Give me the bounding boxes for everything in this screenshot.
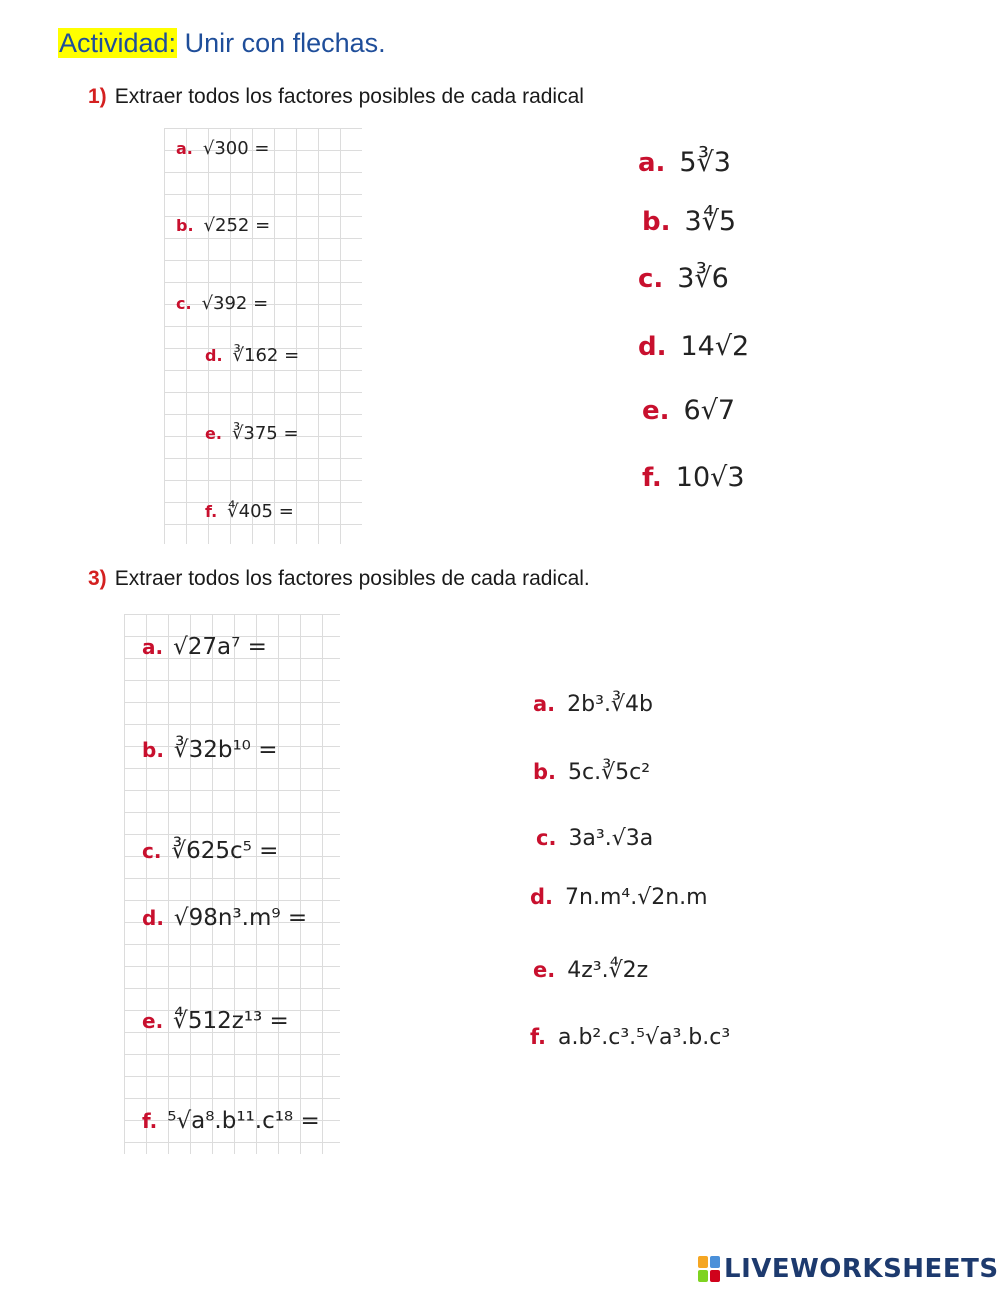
s1-left-item-d (205, 345, 299, 366)
s1-right-item-e[interactable] (642, 395, 735, 426)
s3-left-item-b (142, 737, 277, 763)
s3-right-label: b. (533, 760, 557, 784)
s1-right-label: b. (642, 207, 671, 237)
s3-left-label: b. (142, 738, 164, 762)
title-highlight: Actividad: (59, 28, 177, 58)
s3-left-expression: ∛32b¹⁰ = (173, 737, 278, 763)
page-title (58, 26, 386, 60)
section3-grid (124, 614, 340, 1154)
s3-left-label: e. (142, 1009, 164, 1033)
s1-left-expression: ∜405 = (227, 501, 294, 522)
s3-right-item-e[interactable] (533, 958, 648, 983)
section1-instruction-text: Extraer todos los factores posibles de cada radical (114, 85, 584, 108)
s3-right-item-d[interactable] (530, 885, 708, 910)
section1-grid (164, 128, 362, 544)
s1-right-expression: 6√7 (683, 395, 736, 426)
s3-right-expression: a.b².c³.⁵√a³.b.c³ (557, 1025, 731, 1050)
s1-left-label: a. (176, 139, 193, 158)
s3-left-item-a (142, 634, 267, 660)
s1-left-expression: √300 = (202, 138, 270, 159)
s1-left-expression: √392 = (201, 293, 269, 314)
logo-square-red (710, 1270, 720, 1282)
title-rest: Unir con flechas. (177, 28, 386, 58)
s1-left-item-e (205, 423, 299, 444)
logo-square-blue (710, 1256, 720, 1268)
s1-right-label: a. (638, 148, 666, 178)
s3-left-expression: ∜512z¹³ = (173, 1008, 289, 1034)
section1-number: 1) (88, 85, 107, 108)
s3-right-expression: 7n.m⁴.√2n.m (565, 885, 708, 910)
s1-left-item-c (176, 293, 268, 314)
s1-right-item-a[interactable] (638, 147, 731, 178)
s1-right-item-b[interactable] (642, 206, 736, 237)
s3-left-expression: √98n³.m⁹ = (173, 905, 308, 931)
s1-left-expression: ∛375 = (231, 423, 299, 444)
s1-left-label: f. (205, 502, 218, 521)
s3-left-item-e (142, 1008, 289, 1034)
s1-right-expression: 5∛3 (679, 147, 731, 178)
s3-right-label: f. (530, 1025, 546, 1049)
s3-right-expression: 3a³.√3a (568, 826, 654, 851)
s1-right-expression: 10√3 (675, 462, 745, 493)
s3-right-expression: 2b³.∛4b (567, 692, 653, 717)
s3-left-label: d. (142, 906, 164, 930)
liveworksheets-logo-icon (698, 1256, 720, 1282)
s3-left-label: c. (142, 839, 162, 863)
section3-instruction (88, 566, 590, 592)
s3-right-item-a[interactable] (533, 692, 653, 717)
s3-right-item-f[interactable] (530, 1025, 730, 1050)
section3-instruction-text: Extraer todos los factores posibles de cada radical. (114, 567, 590, 590)
s1-left-item-f (205, 501, 294, 522)
s3-left-item-c (142, 838, 278, 864)
s3-left-expression: ⁵√a⁸.b¹¹.c¹⁸ = (167, 1108, 320, 1134)
liveworksheets-logo (698, 1254, 999, 1284)
s1-right-item-d[interactable] (638, 331, 749, 362)
s3-right-expression: 4z³.∜2z (567, 958, 649, 983)
s3-left-label: a. (142, 635, 164, 659)
s1-right-label: c. (638, 264, 664, 294)
logo-text: LIVEWORKSHEETS (724, 1254, 999, 1284)
s1-left-label: c. (176, 294, 192, 313)
s1-right-expression: 3∜5 (684, 206, 737, 237)
s1-left-item-a (176, 138, 270, 159)
s1-right-label: d. (638, 332, 667, 362)
logo-square-green (698, 1270, 708, 1282)
s1-left-label: b. (176, 216, 194, 235)
s3-left-expression: √27a⁷ = (173, 634, 267, 660)
s1-right-item-f[interactable] (642, 462, 745, 493)
s1-left-expression: ∛162 = (232, 345, 300, 366)
logo-square-orange (698, 1256, 708, 1268)
s3-left-label: f. (142, 1109, 158, 1133)
s1-left-label: d. (205, 346, 223, 365)
s3-right-expression: 5c.∛5c² (568, 760, 651, 785)
s1-right-label: f. (642, 463, 662, 493)
s1-right-expression: 3∛6 (677, 263, 729, 294)
s1-right-expression: 14√2 (680, 331, 750, 362)
s1-right-label: e. (642, 396, 670, 426)
s3-right-item-c[interactable] (536, 826, 653, 851)
s3-right-item-b[interactable] (533, 760, 650, 785)
s3-left-expression: ∛625c⁵ = (171, 838, 279, 864)
s1-left-expression: √252 = (203, 215, 271, 236)
s1-left-item-b (176, 215, 270, 236)
section3-number: 3) (88, 567, 107, 590)
s3-right-label: c. (536, 826, 557, 850)
s3-left-item-d (142, 905, 307, 931)
s3-left-item-f (142, 1108, 320, 1134)
section1-instruction (88, 84, 584, 110)
s3-right-label: e. (533, 958, 556, 982)
s1-left-label: e. (205, 424, 222, 443)
s1-right-item-c[interactable] (638, 263, 729, 294)
s3-right-label: a. (533, 692, 556, 716)
s3-right-label: d. (530, 885, 554, 909)
